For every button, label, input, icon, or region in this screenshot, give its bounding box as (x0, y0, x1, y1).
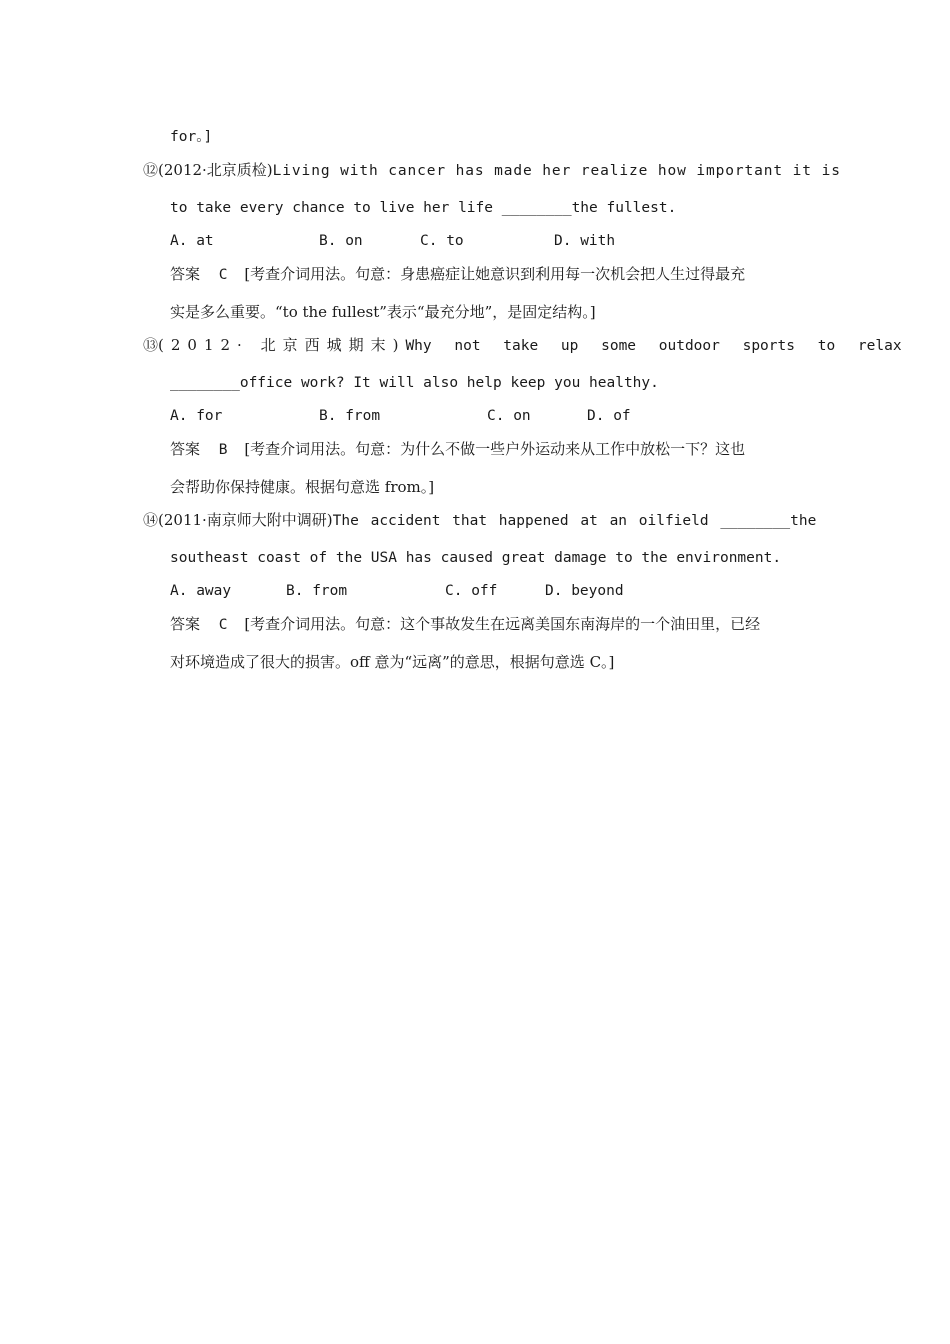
answer-line1 (170, 264, 745, 285)
question-source: (2012·北京质检) (158, 161, 273, 179)
continuation-text: for。] (170, 129, 213, 145)
answer-label: 答案 (170, 615, 201, 633)
option-b: B. from (319, 408, 381, 424)
question-source: (2012· 北京西城期末) (158, 336, 406, 354)
options-row (0, 406, 950, 426)
question-source: (2011·南京师大附中调研) (158, 511, 333, 529)
explanation-line1: [考查介词用法。句意：为什么不做一些户外运动来从工作中放松一下？这也 (244, 440, 746, 458)
options-row (0, 231, 950, 251)
question-stem-line1: Living with cancer has made her realize how important it is (272, 163, 841, 179)
explanation-line2: 会帮助你保持健康。根据句意选 from。] (170, 478, 435, 496)
explanation-line1: [考查介词用法。句意：这个事故发生在远离美国东南海岸的一个油田里，已经 (244, 615, 761, 633)
option-c: C. off (445, 583, 498, 599)
option-b: B. from (286, 583, 348, 599)
answer-line1 (170, 614, 760, 635)
question-12-header (143, 160, 841, 181)
question-number: ⑫ (143, 161, 159, 179)
answer-key: B (218, 442, 228, 458)
option-d: D. beyond (545, 583, 624, 599)
answer-key: C (218, 617, 228, 633)
explanation-line2: 实是多么重要。“to the fullest”表示“最充分地”，是固定结构。] (170, 303, 596, 321)
answer-label: 答案 (170, 440, 201, 458)
question-stem-line1: The accident that happened at an oilfield ________the (332, 513, 817, 529)
option-a: A. for (170, 408, 223, 424)
answer-label: 答案 (170, 265, 201, 283)
options-row (0, 581, 950, 601)
question-number: ⑬ (143, 336, 159, 354)
explanation-line2: 对环境造成了很大的损害。off 意为“远离”的意思，根据句意选 C。] (170, 653, 615, 671)
question-stem-line2: to take every chance to live her life ________the fullest. (170, 200, 677, 216)
answer-line1 (170, 439, 745, 460)
explanation-line1: [考查介词用法。句意：身患癌症让她意识到利用每一次机会把人生过得最充 (244, 265, 746, 283)
question-stem-line1: Why not take up some outdoor sports to relax (405, 338, 902, 354)
option-a: A. away (170, 583, 232, 599)
question-13-header (143, 335, 902, 356)
option-d: D. of (587, 408, 631, 424)
question-14-header (143, 510, 817, 531)
question-stem-line2: ________office work? It will also help keep you healthy. (170, 375, 659, 391)
option-c: C. on (487, 408, 531, 424)
answer-key: C (218, 267, 228, 283)
option-d: D. with (554, 233, 616, 249)
question-number: ⑭ (143, 511, 159, 529)
option-a: A. at (170, 233, 214, 249)
option-c: C. to (420, 233, 464, 249)
question-stem-line2: southeast coast of the USA has caused great damage to the environment. (170, 550, 782, 566)
option-b: B. on (319, 233, 363, 249)
